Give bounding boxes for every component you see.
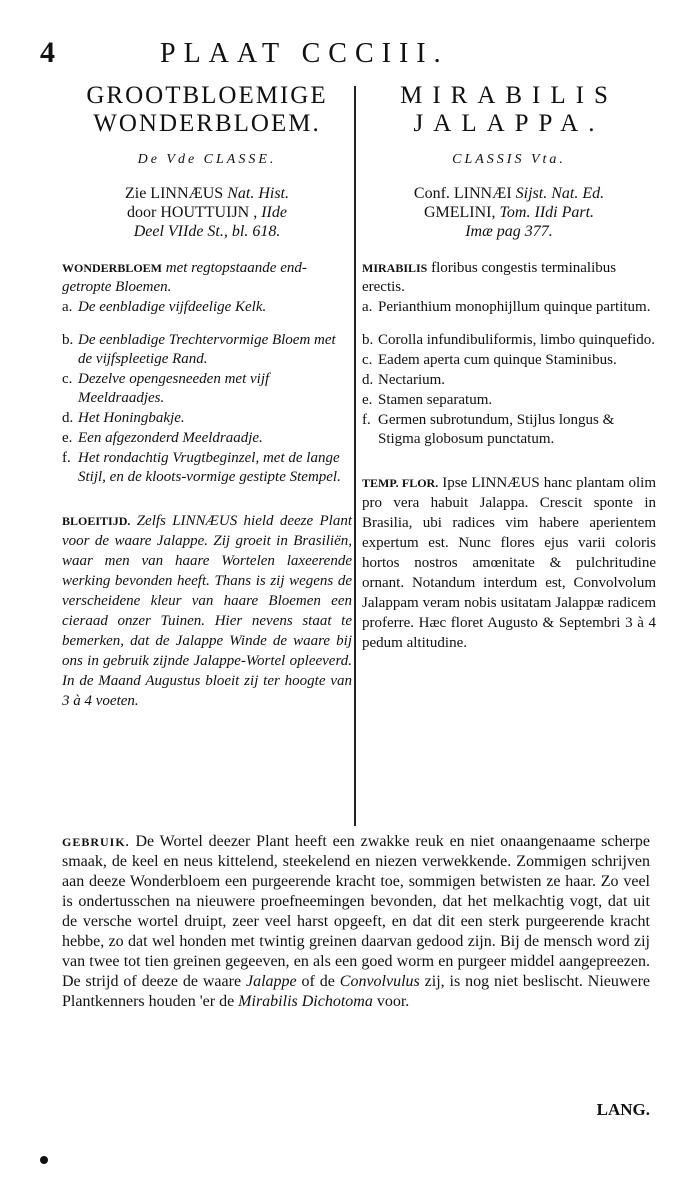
latin-figure-legend: MIRABILIS floribus congestis terminalibus erectis. a. Perianthium monophijllum quinque partitum. b. Corolla infundibuliformis, limbo quinquefido. c. Eadem aperta cum quinque Staminibus. d. Nectarium. e. Stamen separatum. f. Germen subrotundum, Stijlus longus & Stigma globosum punctatum. bbox=[362, 260, 656, 447]
catchword: LANG. bbox=[596, 1100, 650, 1119]
legend-item: a. Perianthium monophijllum quinque partitum. bbox=[362, 299, 651, 315]
dutch-reference: Zie LINNÆUS Nat. Hist. door HOUTTUIJN , IIde Deel VIIde St., bl. 618. bbox=[124, 185, 289, 240]
latin-title: MIRABILIS JALAPPA. bbox=[400, 82, 618, 137]
legend-item: c. Eadem aperta cum quinque Staminibus. bbox=[362, 352, 617, 368]
legend-item: f. Germen subrotundum, Stijlus longus & Stigma globosum punctatum. bbox=[362, 412, 615, 447]
usage-paragraph: GEBRUIK. De Wortel deezer Plant heeft een zwakke reuk en niet onaangenaame scherpe smaak, de keel en neus kittelend, steekelend en niezen verwekkende. Zommigen schrijven aan deeze Wonderbloem een purgeerende kracht toe, sommigen betwisten ze haar. Zo veel is ondertusschen na nieuwere proefneemingen bevonden, dat het melkachtig vogt, dat uit de versche wortel druipt, zeer veel harst opgeeft, en dat dit een sterk purgeerende kracht hebbe, zo dat wel honden met twintig greinen daarvan gedood zijn. Bij de mensch word zij van twee tot tien greinen gegeeven, en als een goed worm en purgeer middel aangepreezen. De strijd of deeze de waare Jalappe of de Convolvulus zij, is nog niet beslischt. Nieuwere Plantkenners houden 'er de Mirabilis Dichotoma voor. bbox=[62, 833, 650, 1010]
dutch-column bbox=[62, 82, 352, 711]
ink-speck bbox=[40, 1156, 48, 1164]
legend-item: a. De eenbladige vijfdeelige Kelk. bbox=[62, 299, 267, 315]
column-divider bbox=[354, 86, 356, 826]
legend-item: c. Dezelve opengesneeden met vijf Meeldraadjes. bbox=[62, 371, 270, 406]
plate-heading: PLAAT CCCIII. bbox=[160, 38, 449, 69]
legend-item: b. De eenbladige Trechtervormige Bloem met de vijfspleetige Rand. bbox=[62, 332, 336, 367]
legend-item: b. Corolla infundibuliformis, limbo quinquefido. bbox=[362, 332, 656, 348]
legend-item: d. Het Honingbakje. bbox=[62, 410, 185, 426]
legend-item: e. Een afgezonderd Meeldraadje. bbox=[62, 430, 263, 446]
page-number: 4 bbox=[40, 36, 55, 69]
latin-column bbox=[362, 82, 656, 653]
latin-class: CLASSIS Vta. bbox=[452, 152, 566, 167]
dutch-class: De Vde CLASSE. bbox=[137, 152, 277, 167]
page-header bbox=[0, 32, 694, 72]
latin-reference: Conf. LINNÆI Sijst. Nat. Ed. GMELINI, Tom. IIdi Part. Imæ pag 377. bbox=[413, 185, 605, 240]
dutch-title: GROOTBLOEMIGE WONDERBLOEM. bbox=[86, 82, 328, 137]
latin-flowering-paragraph: TEMP. FLOR. Ipse LINNÆUS hanc plantam olim pro vera habuit Jalappa. Crescit sponte in Brasilia, ubi radices vim habere aperientem expertum est. Nunc flores ejus varii coloris hortos nostros amœnitate & pulchritudine ornant. Notandum interdum est, Convolvolum Jalappam veram nobis usitatam Jalappæ radicem proferre. Hæc floret Augusto & Septembri 3 à 4 pedum altitudine. bbox=[362, 475, 656, 651]
legend-item: f. Het rondachtig Vrugtbeginzel, met de lange Stijl, en de kloots-vormige gestipte Stempel. bbox=[62, 450, 341, 485]
legend-item: d. Nectarium. bbox=[362, 372, 446, 388]
dutch-flowering-paragraph: BLOEITIJD. Zelfs LINNÆUS hield deeze Plant voor de waare Jalappe. Zij groeit in Brasiliën, waar men van haare Wortelen laxeerende werking bevonden heeft. Thans is zij wegens de verscheidene kleur van haare Bloemen een cieraad onzer Tuinen. Hier nevens staat te bemerken, dat de Jalappe Winde de waare bij ons in gebruik zijnde Jalappe-Wortel opleeverd. In de Maand Augustus bloeit zij ter hoogte van 3 à 4 voeten. bbox=[62, 513, 352, 709]
dutch-figure-legend: WONDERBLOEM met regtopstaande end-getropte Bloemen. a. De eenbladige vijfdeelige Kelk. b. De eenbladige Trechtervormige Bloem met de vijfspleetige Rand. c. Dezelve opengesneeden met vijf Meeldraadjes. d. Het Honingbakje. e. Een afgezonderd Meeldraadje. f. Het rondachtig Vrugtbeginzel, met de lange Stijl, en de kloots-vormige gestipte Stempel. bbox=[62, 259, 352, 487]
legend-item: e. Stamen separatum. bbox=[362, 392, 493, 408]
